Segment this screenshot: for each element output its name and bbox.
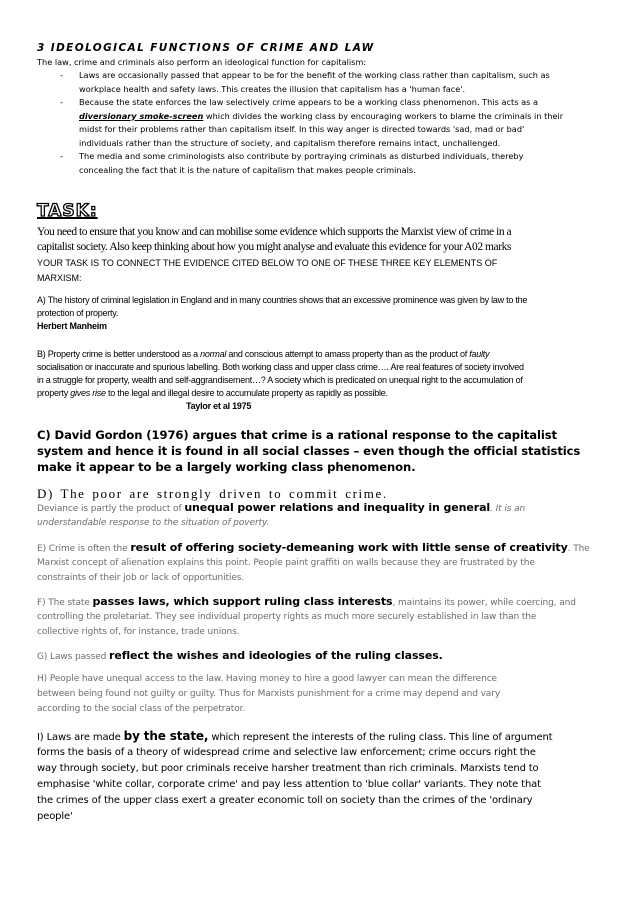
evidence-i-text: way through society, but poor criminals receive harsher treatment than rich criminals. Marxists tend to (37, 763, 539, 774)
evidence-b-author: Taylor et al 1975 (186, 401, 252, 411)
evidence-b-text (37, 348, 489, 360)
evidence-i-text: people' (37, 811, 73, 822)
evidence-g-text (37, 648, 443, 665)
evidence-d-heading: D) The poor are strongly driven to commit crime. (37, 486, 388, 501)
emphasis-phrase: passes laws, which support ruling class interests (92, 595, 393, 608)
emphasis-phrase: reflect the wishes and ideologies of the ruling classes. (109, 649, 443, 662)
evidence-f-text: controlling the proletariat. They see individual property rights as much more securely established in law than the (37, 612, 537, 622)
evidence-b-text: in a struggle for property, wealth and self-aggrandisement…? A society which is predicated on unequal right to the accumulation of (37, 375, 523, 385)
evidence-i-text: forms the basis of a theory of widespread crime and selective law enforcement; crime occurs right the (37, 747, 536, 758)
bullet-text-line: concealing the fact that it is the nature of capitalism that makes people criminals. (79, 164, 416, 175)
bullet-text-line: Because the state enforces the law selectively crime appears to be a working class phenomenon. This acts as a (79, 97, 538, 107)
bullet-dash: - (60, 151, 63, 161)
text-fragment: E) Crime is often the (37, 544, 131, 554)
bullet-dash: - (60, 97, 63, 107)
evidence-b-text (37, 387, 388, 399)
evidence-i-text: emphasise 'white collar, corporate crime' and pay less attention to 'blue collar' variants. They note that (37, 779, 541, 790)
text-fragment: . The (567, 544, 590, 554)
section-intro: The law, crime and criminals also perform an ideological function for capitalism: (37, 57, 367, 67)
text-fragment: to the legal and illegal desire to accumulate property as rapidly as possible. (105, 388, 388, 398)
italic-word: gives rise (70, 388, 106, 398)
text-fragment: understandable response to the situation of poverty. (37, 518, 270, 528)
text-fragment: which represent the interests of the ruling class. This line of argument (208, 732, 553, 743)
evidence-d-text (37, 515, 269, 531)
text-fragment: and conscious attempt to amass property than as the product of (226, 349, 470, 359)
bullet-text-fragment: which divides the working class by encouraging workers to blame the criminals in their (203, 110, 564, 121)
evidence-a-author: Herbert Manheim (37, 321, 107, 331)
emphasis-smoke-screen: diversionary smoke-screen (79, 110, 204, 121)
evidence-b-text: socialisation or inaccurate and spurious labelling. Both working class and upper class crime…. Are real features of society involved (37, 362, 524, 372)
evidence-c-text: system and hence it is found in all social classes – even though the official statistics (37, 444, 581, 458)
text-fragment: Deviance is partly the product of (37, 504, 185, 514)
bullet-text-line: individuals rather than the structure of society, and capitalism therefore remains intact, unchallenged. (79, 137, 501, 148)
bullet-text-line: midst for their problems rather than capitalism itself. In this way anger is directed towards 'sad, mad or bad' (79, 124, 525, 134)
italic-word: faulty (469, 349, 490, 359)
task-caps-line: MARXISM: (37, 273, 82, 283)
evidence-h-text: according to the social class of the perpetrator. (37, 704, 246, 714)
emphasis-phrase: result of offering society-demeaning work with little sense of creativity (130, 541, 568, 554)
emphasis-phrase: unequal power relations and inequality in general (184, 501, 491, 514)
evidence-c-text: make it appear to be a largely working class phenomenon. (37, 460, 416, 474)
task-instruction-line: capitalist society. Also keep thinking about how you might analyse and evaluate this evidence for your A02 marks (37, 241, 511, 253)
bullet-text-line: workplace health and safety laws. This creates the illusion that capitalism has a 'human face'. (79, 83, 466, 94)
bullet-text-line: Laws are occasionally passed that appear to be for the benefit of the working class rather than capitalism, such as (79, 70, 550, 80)
section-heading: 3 IDEOLOGICAL FUNCTIONS OF CRIME AND LAW (37, 42, 375, 54)
text-fragment: , maintains its power, while coercing, and (392, 598, 576, 608)
task-instruction-line: You need to ensure that you know and can mobilise some evidence which supports the Marxist view of crime in a (37, 226, 512, 238)
text-fragment: . It is an (490, 504, 526, 514)
text-fragment: G) Laws passed (37, 652, 110, 662)
text-fragment: I) Laws are made (37, 732, 124, 743)
evidence-c-text: C) David Gordon (1976) argues that crime is a rational response to the capitalist (37, 428, 557, 442)
evidence-e-text: constraints of their job or lack of opportunities. (37, 573, 245, 583)
bullet-text-line (79, 110, 563, 124)
bullet-text-line: The media and some criminologists also contribute by portraying criminals as disturbed individuals, thereby (79, 151, 524, 161)
bullet-dash: - (60, 70, 63, 80)
text-fragment: B) Property crime is better understood as a (37, 349, 201, 359)
text-fragment: F) The state (37, 598, 93, 608)
task-caps-line: YOUR TASK IS TO CONNECT THE EVIDENCE CITED BELOW TO ONE OF THESE THREE KEY ELEMENTS OF (37, 258, 498, 268)
evidence-i-text: the crimes of the upper class exert a greater economic toll on society than the crimes of the 'ordinary (37, 795, 533, 806)
emphasis-phrase: by the state, (123, 729, 209, 743)
italic-word: normal (200, 349, 227, 359)
evidence-a-text: A) The history of criminal legislation in England and in many countries shows that an excessive prominence was given by law to the (37, 295, 528, 305)
task-heading: TASK: (37, 201, 98, 221)
evidence-a-text: protection of property. (37, 308, 119, 318)
text-fragment: property (37, 388, 71, 398)
evidence-i-text (37, 729, 552, 745)
evidence-h-text: between being found not guilty or guilty. Thus for Marxists punishment for a crime may depend and vary (37, 689, 501, 699)
evidence-h-text: H) People have unequal access to the law. Having money to hire a good lawyer can mean the difference (37, 674, 497, 684)
evidence-e-text: Marxist concept of alienation explains this point. People paint graffiti on walls because they are frustrated by the (37, 558, 535, 568)
evidence-f-text: collective rights of, for instance, trade unions. (37, 627, 240, 637)
